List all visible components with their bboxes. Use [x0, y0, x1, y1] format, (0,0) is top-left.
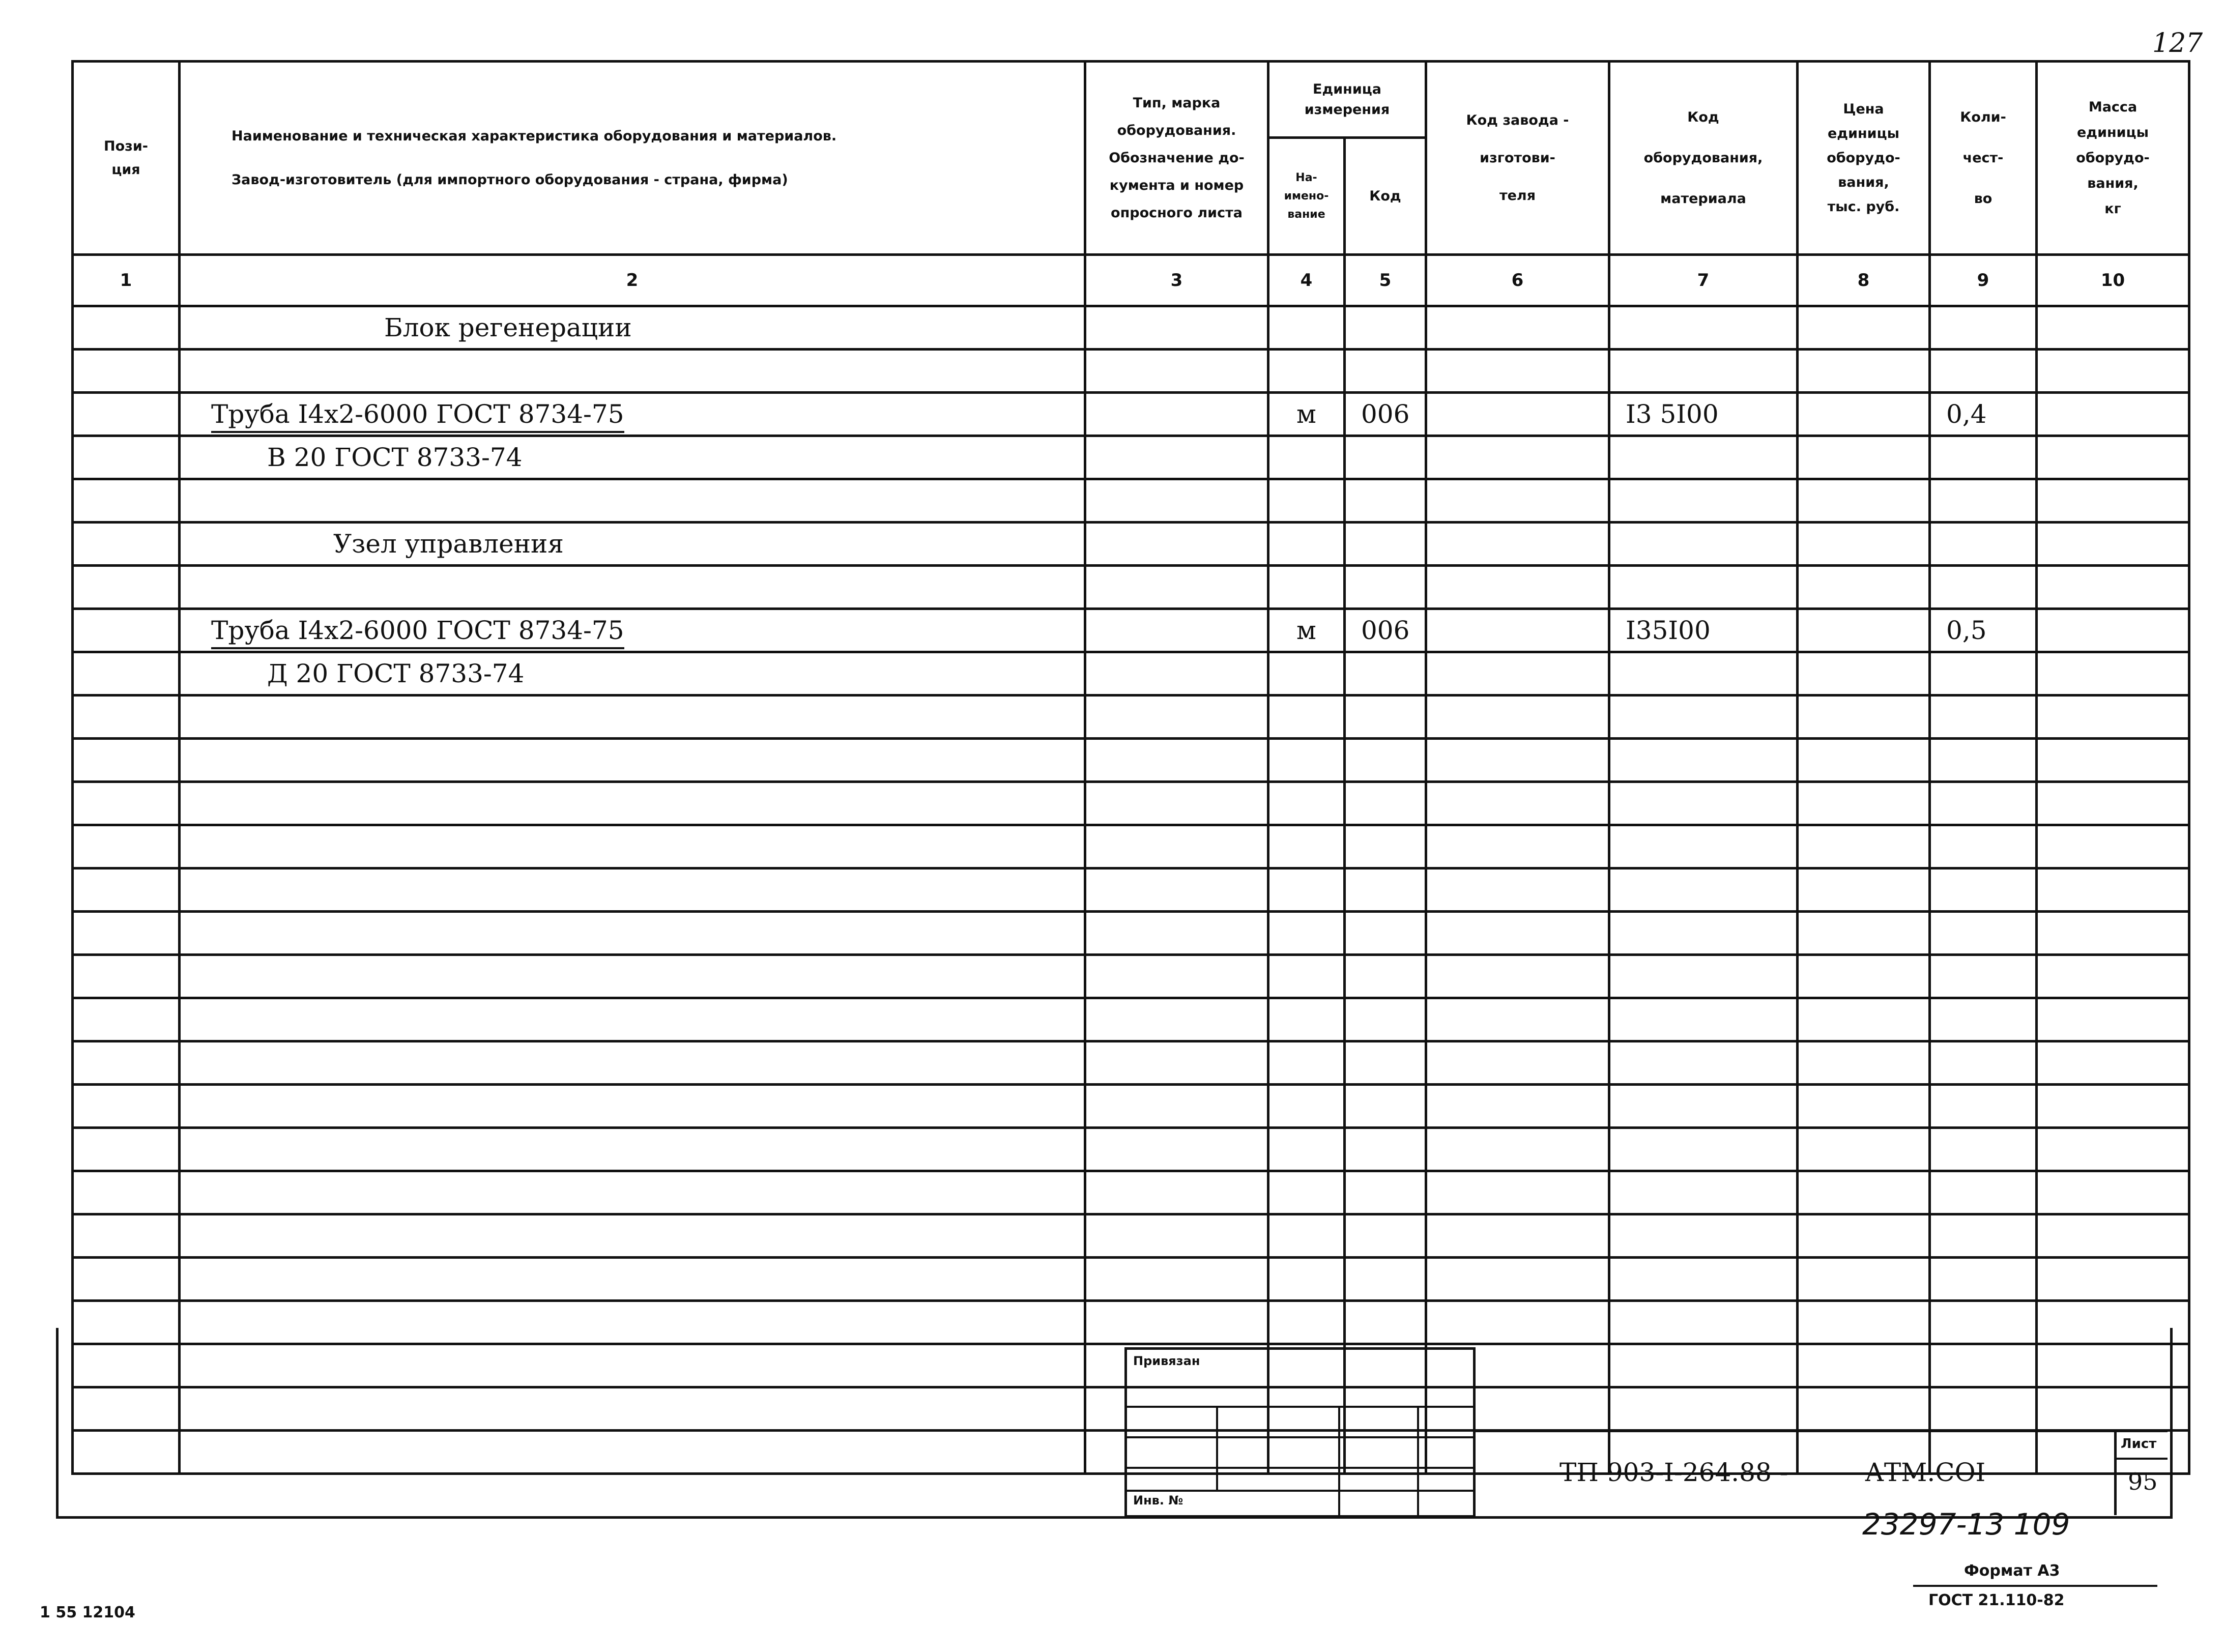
column-number: 1 [73, 255, 180, 306]
row-quantity: 0,5 [1930, 609, 2037, 652]
column-number: 2 [180, 255, 1085, 306]
row-name: В 20 ГОСТ 8733-74 [180, 436, 1085, 479]
table-row [73, 350, 2189, 393]
table-row [73, 479, 2189, 523]
row-material-code: I3 5I00 [1609, 393, 1798, 436]
gost-label: ГОСТ 21.110-82 [1928, 1591, 2065, 1609]
header-quantity: Коли- чест- во [1930, 62, 2037, 255]
header-unit-name: На- имено- вание [1268, 138, 1345, 255]
applied-stamp [1124, 1347, 1476, 1518]
applied-label: Привязан [1133, 1354, 1200, 1368]
format-label: Формат А3 [1964, 1562, 2060, 1580]
header-unit-group: Единица измерения [1268, 62, 1426, 138]
column-number: 6 [1426, 255, 1609, 306]
column-number: 9 [1930, 255, 2037, 306]
header-mass: Масса единицы оборудо- вания, кг [2037, 62, 2189, 255]
table-row [73, 609, 2189, 652]
row-name: Труба I4х2-6000 ГОСТ 8734-75 [180, 393, 1085, 436]
row-name: Труба I4х2-6000 ГОСТ 8734-75 [180, 609, 1085, 652]
column-number: 5 [1345, 255, 1426, 306]
row-material-code: I35I00 [1609, 609, 1798, 652]
handwritten-number: 23297-13 109 [1862, 1507, 2070, 1542]
header-name-line1: Наименование и техническая характеристика оборудования и материалов. [232, 128, 837, 144]
row-quantity: 0,4 [1930, 393, 2037, 436]
document-suffix: АТМ.COI [1865, 1458, 1986, 1487]
row-unit: м [1268, 393, 1345, 436]
table-row [73, 523, 2189, 566]
header-unit-code: Код [1345, 138, 1426, 255]
table-row [73, 652, 2189, 695]
table-row [73, 306, 2189, 350]
inventory-label: Инв. № [1133, 1493, 1183, 1508]
row-unit-code: 006 [1345, 393, 1426, 436]
row-unit: м [1268, 609, 1345, 652]
title-block [1473, 1430, 2168, 1518]
header-name-line2: Завод-изготовитель (для импортного оборудования - страна, фирма) [232, 171, 788, 188]
table-row [73, 566, 2189, 609]
table-row [73, 393, 2189, 436]
row-unit-code: 006 [1345, 609, 1426, 652]
column-number: 7 [1609, 255, 1798, 306]
sheet-label: Лист [2121, 1436, 2157, 1452]
column-number: 4 [1268, 255, 1345, 306]
table-row [73, 436, 2189, 479]
corner-page-mark: 127 [2152, 28, 2203, 59]
row-name: Блок регенерации [180, 306, 1085, 350]
header-price: Цена единицы оборудо- вания, тыс. руб. [1798, 62, 1930, 255]
row-name: Узел управления [180, 523, 1085, 566]
specification-table [71, 60, 2190, 1475]
column-number: 3 [1085, 255, 1268, 306]
row-name: Д 20 ГОСТ 8733-74 [180, 652, 1085, 695]
header-material-code: Код оборудования, материала [1609, 62, 1798, 255]
column-numbers-row [73, 255, 2189, 306]
header-position: Пози- ция [73, 62, 180, 255]
document-code: ТП 903-I-264.88 - [1559, 1458, 1788, 1487]
header-type: Тип, марка оборудования. Обозначение до- кумента и номер опросного листа [1085, 62, 1268, 255]
bottom-left-code: 1 55 12104 [40, 1604, 135, 1621]
sheet-number: 95 [2128, 1468, 2158, 1495]
column-number: 10 [2037, 255, 2189, 306]
header-name [180, 62, 1085, 255]
header-factory-code: Код завода - изготови- теля [1426, 62, 1609, 255]
column-number: 8 [1798, 255, 1930, 306]
